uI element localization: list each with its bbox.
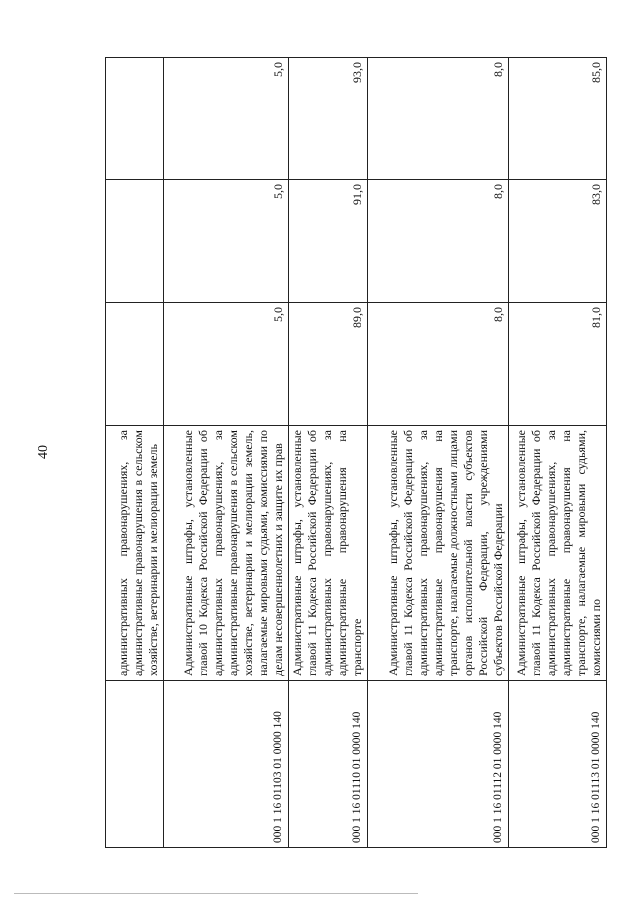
value-cell: 91,0 xyxy=(289,180,368,303)
page-number: 40 xyxy=(36,445,51,459)
budget-code-cell: 000 1 16 01113 01 0000 140 xyxy=(509,681,607,848)
value-cell: 5,0 xyxy=(164,180,289,303)
table-rotated-wrapper xyxy=(105,58,603,848)
value-cell: 93,0 xyxy=(289,58,368,180)
description-cell: Административные штрафы, установленные главой 11 Кодекса Российской Федерации об административных правонарушениях, за административные правонарушения на транспорте xyxy=(289,426,368,681)
description-cell: Административные штрафы, установленные главой 11 Кодекса Российской Федерации об административных правонарушениях, за административные правонарушения на транспорте, налагаемые должностными лицами органов исполнительной власти субъектов Российской Федерации, учреждениями субъектов Российской Федерации xyxy=(368,426,509,681)
scan-edge-line xyxy=(14,893,418,894)
value-cell xyxy=(106,303,164,426)
value-cell: 5,0 xyxy=(164,303,289,426)
table-row xyxy=(509,58,607,848)
budget-code-cell: 000 1 16 01110 01 0000 140 xyxy=(289,681,368,848)
description-cell: Административные штрафы, установленные главой 11 Кодекса Российской Федерации об административных правонарушениях, за административные правонарушения на транспорте, налагаемые мировыми судьями, комиссиями по xyxy=(509,426,607,681)
revenue-table xyxy=(105,57,607,848)
value-cell: 8,0 xyxy=(368,58,509,180)
value-cell xyxy=(106,58,164,180)
value-cell: 83,0 xyxy=(509,180,607,303)
budget-code-cell: 000 1 16 01112 01 0000 140 xyxy=(368,681,509,848)
table-row xyxy=(368,58,509,848)
value-cell: 8,0 xyxy=(368,180,509,303)
table-row xyxy=(106,58,164,848)
table-row xyxy=(164,58,289,848)
value-cell: 5,0 xyxy=(164,58,289,180)
table-row xyxy=(289,58,368,848)
description-cell: Административные штрафы, установленные главой 10 Кодекса Российской Федерации об административных правонарушениях, за административные правонарушения в сельском хозяйстве, ветеринарии и мелиорации земель, налагаемые мировыми судьями, комиссиями по делам несовершеннолетних и защите их прав xyxy=(164,426,289,681)
description-cell: административных правонарушениях, за административные правонарушения в сельском хозяйстве, ветеринарии и мелиорации земель xyxy=(106,426,164,681)
value-cell xyxy=(106,180,164,303)
value-cell: 81,0 xyxy=(509,303,607,426)
budget-code-cell: 000 1 16 01103 01 0000 140 xyxy=(164,681,289,848)
budget-code-cell xyxy=(106,681,164,848)
value-cell: 89,0 xyxy=(289,303,368,426)
value-cell: 85,0 xyxy=(509,58,607,180)
value-cell: 8,0 xyxy=(368,303,509,426)
